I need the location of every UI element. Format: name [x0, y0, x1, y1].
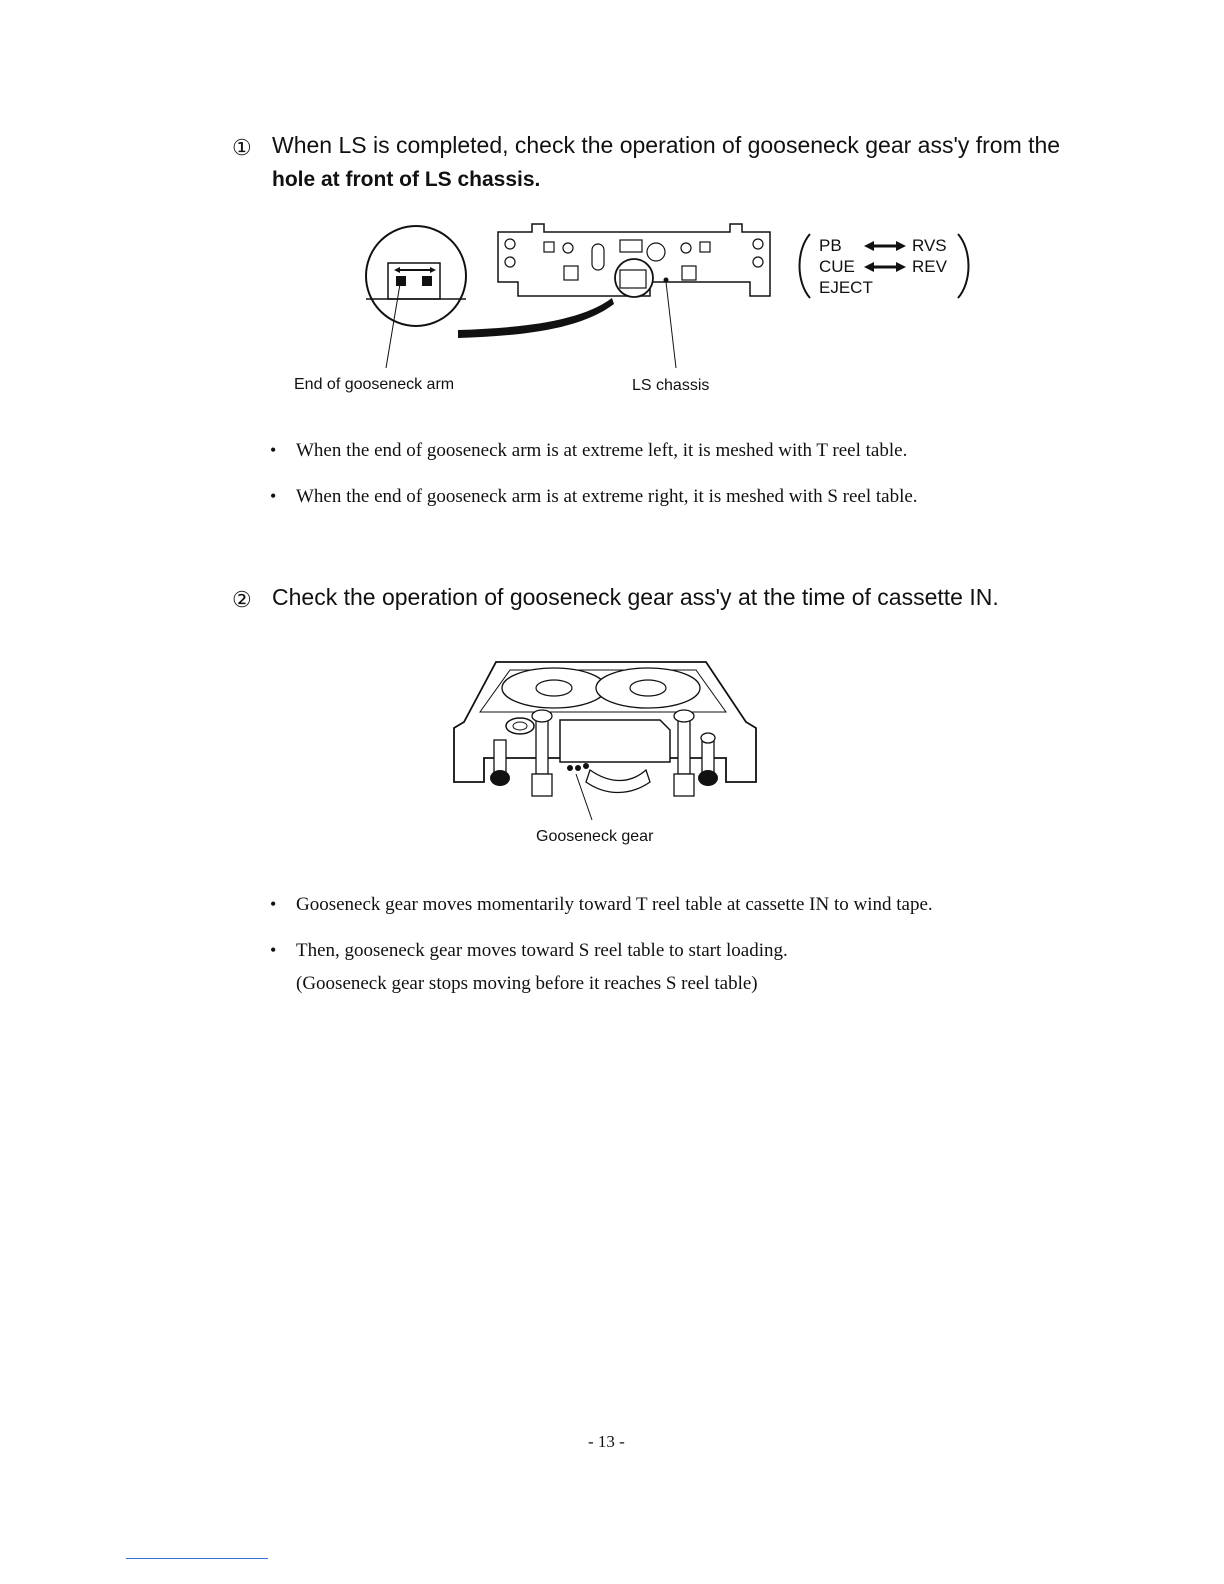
bottom-rule	[126, 1558, 268, 1559]
ls-chassis-diagram	[350, 218, 790, 378]
label-gooseneck-gear: Gooseneck gear	[536, 828, 654, 845]
list-item: • Gooseneck gear moves momentarily toward T reel table at cassette IN to wind tape.	[270, 888, 933, 921]
step-2-title: Check the operation of gooseneck gear ass'y at the time of cassette IN.	[272, 584, 999, 610]
page-number: - 13 -	[588, 1432, 625, 1451]
mode-cue: CUE	[819, 257, 855, 276]
mode-rvs: RVS	[912, 236, 947, 255]
list-item: • When the end of gooseneck arm is at extreme left, it is meshed with T reel table.	[270, 434, 918, 467]
step-1-bullets	[270, 434, 918, 526]
list-item: • When the end of gooseneck arm is at extreme right, it is meshed with S reel table.	[270, 480, 918, 513]
mode-rev: REV	[912, 257, 947, 276]
step-2-bullets	[270, 888, 933, 1013]
step-1-number: ①	[232, 135, 252, 160]
step-1-title-line-2: hole at front of LS chassis.	[272, 168, 541, 191]
list-item-note: (Gooseneck gear stops moving before it reaches S reel table)	[296, 973, 758, 994]
mode-pb: PB	[819, 236, 842, 255]
step-1-title-line-1: When LS is completed, check the operation of gooseneck gear ass'y from the	[272, 132, 1061, 158]
label-ls-chassis: LS chassis	[632, 377, 710, 394]
list-item-text: • Then, gooseneck gear moves toward S reel table to start loading.	[296, 940, 788, 961]
step-2-number: ②	[232, 587, 252, 612]
list-item	[270, 934, 933, 1000]
step-2-heading	[232, 580, 1112, 620]
mode-eject: EJECT	[819, 278, 873, 297]
step-1-heading	[232, 128, 1112, 200]
cassette-mechanism-diagram	[450, 658, 760, 824]
label-end-of-gooseneck-arm: End of gooseneck arm	[294, 376, 455, 393]
